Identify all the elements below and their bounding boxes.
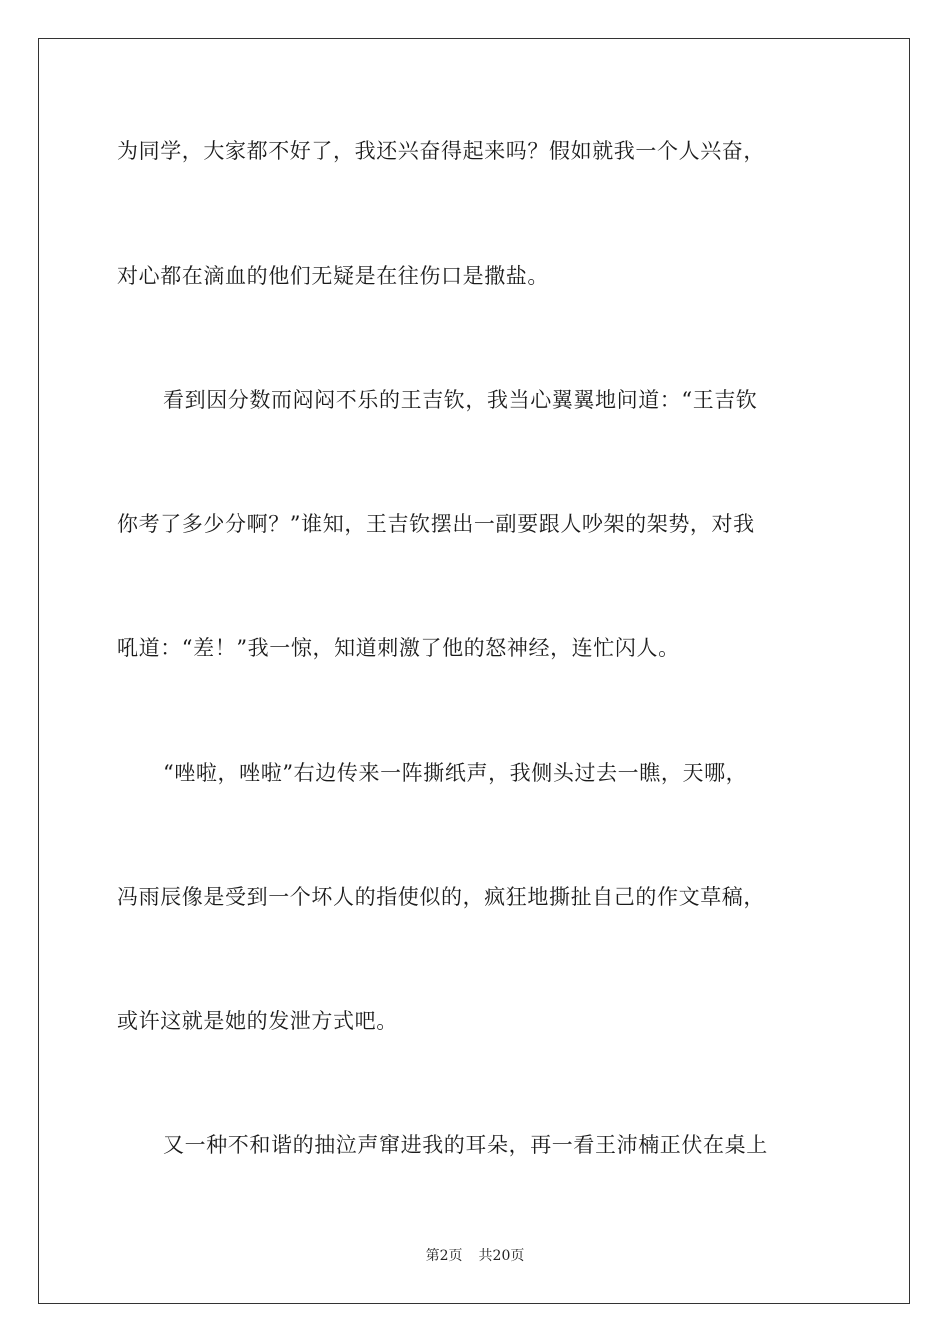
text-line-8: 或许这就是她的发泄方式吧。 bbox=[117, 1009, 398, 1033]
text-line-1: 为同学，大家都不好了，我还兴奋得起来吗？假如就我一个人兴奋， bbox=[117, 139, 765, 163]
text-line-7: 冯雨辰像是受到一个坏人的指使似的，疯狂地撕扯自己的作文草稿， bbox=[117, 885, 765, 909]
page-border bbox=[38, 38, 910, 1304]
page-number: 第2页 bbox=[425, 1248, 463, 1264]
page-total: 共20页 bbox=[478, 1248, 525, 1264]
text-line-5: 吼道：“差！”我一惊，知道刺激了他的怒神经，连忙闪人。 bbox=[117, 636, 680, 660]
text-line-4: 你考了多少分啊？”谁知，王吉钦摆出一副要跟人吵架的架势，对我 bbox=[117, 512, 755, 536]
text-line-6: “唑啦，唑啦”右边传来一阵撕纸声，我侧头过去一瞧，天哪， bbox=[163, 761, 748, 785]
text-line-2: 对心都在滴血的他们无疑是在往伤口是撒盐。 bbox=[117, 264, 549, 288]
text-line-9: 又一种不和谐的抽泣声窜进我的耳朵，再一看王沛楠正伏在桌上 bbox=[163, 1133, 768, 1157]
page-footer bbox=[0, 1247, 950, 1265]
text-line-3: 看到因分数而闷闷不乐的王吉钦，我当心翼翼地问道：“王吉钦 bbox=[163, 388, 758, 412]
